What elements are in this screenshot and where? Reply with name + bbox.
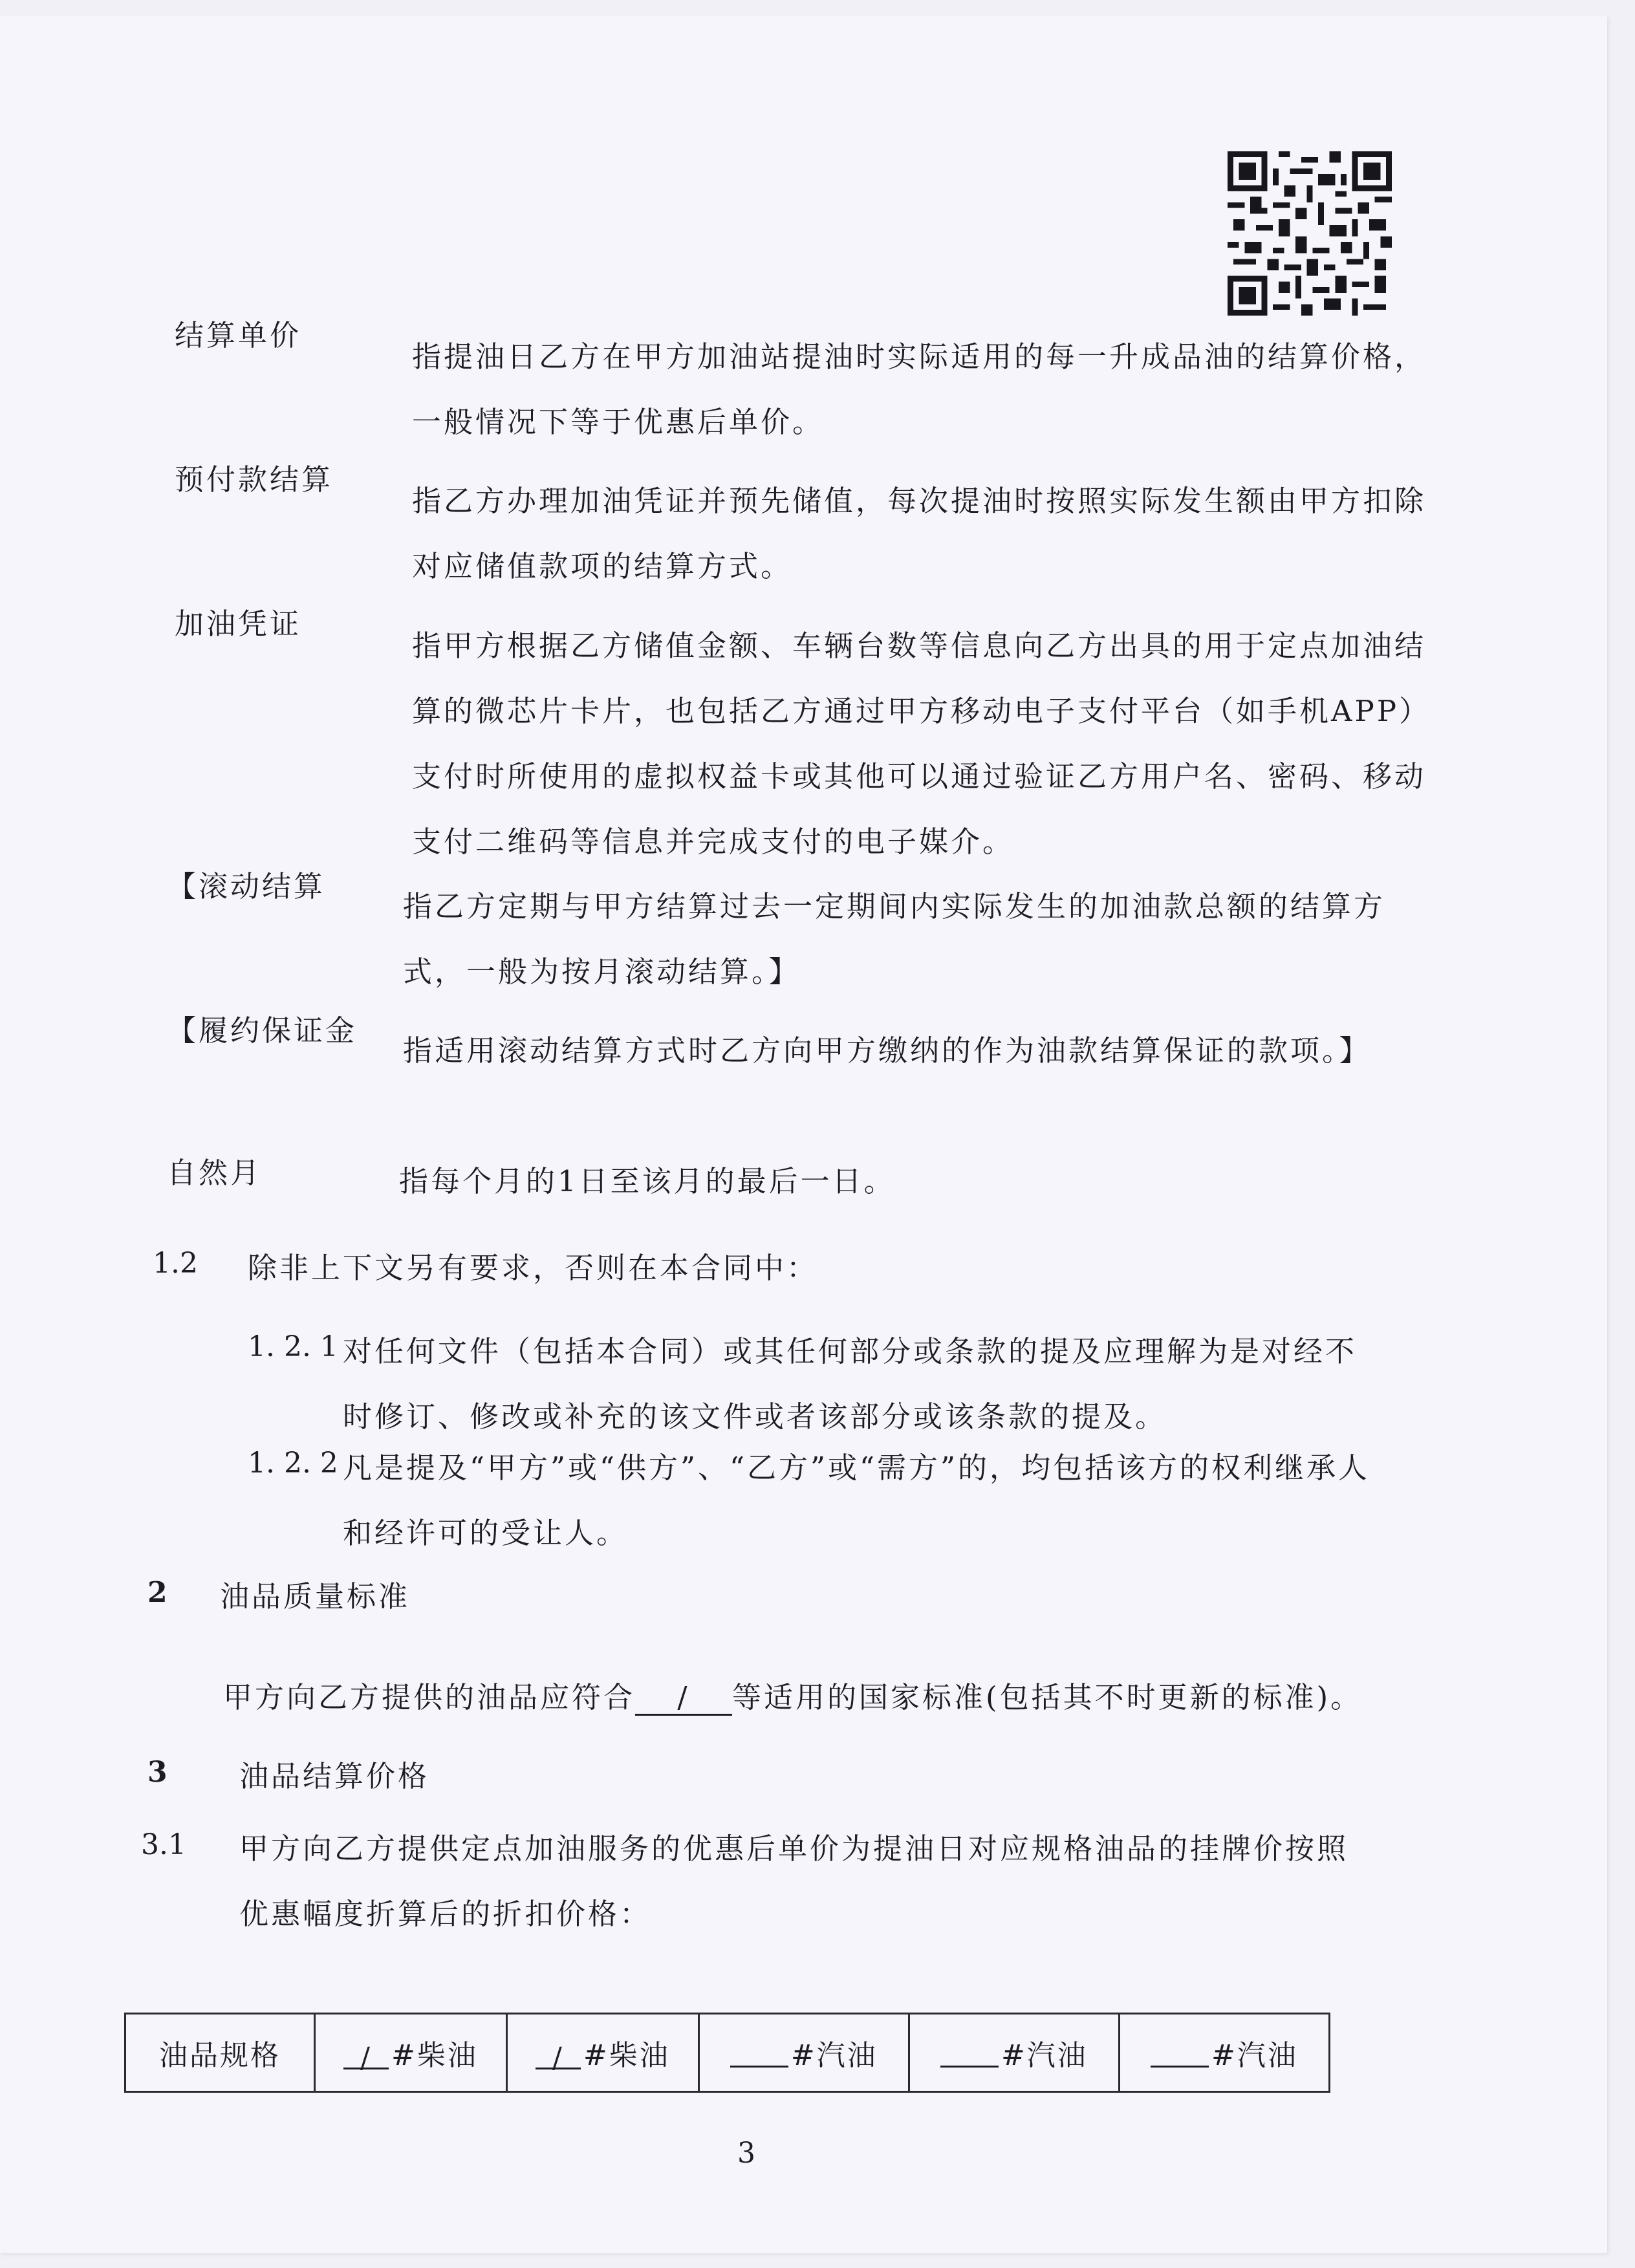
definition-settlement-unit-price: 指提油日乙方在甲方加油站提油时实际适用的每一升成品油的结算价格，一般情况下等于优惠后单价。 xyxy=(412,340,1427,439)
definition-performance-deposit: 指适用滚动结算方式时乙方向甲方缴纳的作为油款结算保证的款项。】 xyxy=(403,1033,1371,1068)
table-cell-gasoline-3 xyxy=(1119,2014,1329,2092)
clause-1-2-number: 1.2 xyxy=(153,1247,198,1280)
cell-blank xyxy=(730,2040,788,2068)
section-2-title: 油品质量标准 xyxy=(220,1579,411,1614)
term-prepayment-settlement: 预付款结算 xyxy=(175,462,334,497)
term-fueling-voucher: 加油凭证 xyxy=(175,607,302,641)
term-rolling-settlement: 【滚动结算 xyxy=(167,869,326,903)
section-2-text-after: 等适用的国家标准(包括其不时更新的标准)。 xyxy=(732,1680,1363,1714)
quality-standard-blank: / xyxy=(635,1681,732,1716)
section-3-number: 3 xyxy=(147,1756,168,1789)
clause-1-2-1-number: 1. 2. 1 xyxy=(248,1330,338,1363)
section-2-text xyxy=(223,1665,1362,1730)
table-cell-diesel-1 xyxy=(315,2014,507,2092)
clause-1-2-2-number: 1. 2. 2 xyxy=(248,1447,338,1480)
table-cell-gasoline-1 xyxy=(698,2014,909,2092)
cell-label: #汽油 xyxy=(790,2039,878,2072)
table-row xyxy=(125,2014,1330,2092)
definition-prepayment-settlement: 指乙方办理加油凭证并预先储值，每次提油时按照实际发生额由甲方扣除对应储值款项的结算方式。 xyxy=(412,484,1427,583)
cell-blank: / xyxy=(536,2042,581,2069)
cell-label: #汽油 xyxy=(1211,2039,1298,2072)
section-2-number: 2 xyxy=(147,1576,168,1609)
definition-rolling-settlement: 指乙方定期与甲方结算过去一定期间内实际发生的加油款总额的结算方式，一般为按月滚动结算。】 xyxy=(403,889,1386,989)
cell-blank: / xyxy=(343,2042,389,2069)
clause-1-2-2-text: 凡是提及“甲方”或“供方”、“乙方”或“需方”的，均包括该方的权利继承人和经许可的受让人。 xyxy=(343,1451,1370,1550)
document-page xyxy=(0,16,1607,2253)
page-number: 3 xyxy=(737,2137,755,2170)
cell-label: #柴油 xyxy=(583,2039,670,2072)
definition-fueling-voucher: 指甲方根据乙方储值金额、车辆台数等信息向乙方出具的用于定点加油结算的微芯片卡片，也包括乙方通过甲方移动电子支付平台（如手机APP）支付时所使用的虚拟权益卡或其他可以通过验证乙方用户名、密码、移动支付二维码等信息并完成支付的电子媒介。 xyxy=(412,629,1431,859)
term-settlement-unit-price: 结算单价 xyxy=(175,318,302,352)
clause-3-1-number: 3.1 xyxy=(141,1828,186,1861)
clause-1-2-1-text: 对任何文件（包括本合同）或其任何部分或条款的提及应理解为是对经不时修订、修改或补充的该文件或者该部分或该条款的提及。 xyxy=(343,1334,1358,1434)
table-cell-gasoline-2 xyxy=(909,2014,1119,2092)
cell-blank xyxy=(1151,2040,1209,2068)
section-2-text-before: 甲方向乙方提供的油品应符合 xyxy=(223,1680,636,1714)
clause-3-1-text: 甲方向乙方提供定点加油服务的优惠后单价为提油日对应规格油品的挂牌价按照优惠幅度折算后的折扣价格： xyxy=(239,1831,1349,1931)
term-calendar-month: 自然月 xyxy=(167,1156,263,1190)
qr-code-icon xyxy=(1228,151,1392,316)
cell-label: #汽油 xyxy=(1001,2039,1088,2072)
cell-blank xyxy=(940,2040,999,2068)
cell-label: #柴油 xyxy=(391,2039,478,2072)
definition-calendar-month: 指每个月的1日至该月的最后一日。 xyxy=(399,1164,896,1198)
term-performance-deposit: 【履约保证金 xyxy=(167,1013,358,1048)
clause-1-2-text: 除非上下文另有要求，否则在本合同中： xyxy=(248,1251,819,1285)
table-header-oil-spec: 油品规格 xyxy=(125,2014,315,2092)
oil-spec-table xyxy=(124,2013,1330,2093)
table-cell-diesel-2 xyxy=(506,2014,698,2092)
section-3-title: 油品结算价格 xyxy=(239,1759,430,1793)
